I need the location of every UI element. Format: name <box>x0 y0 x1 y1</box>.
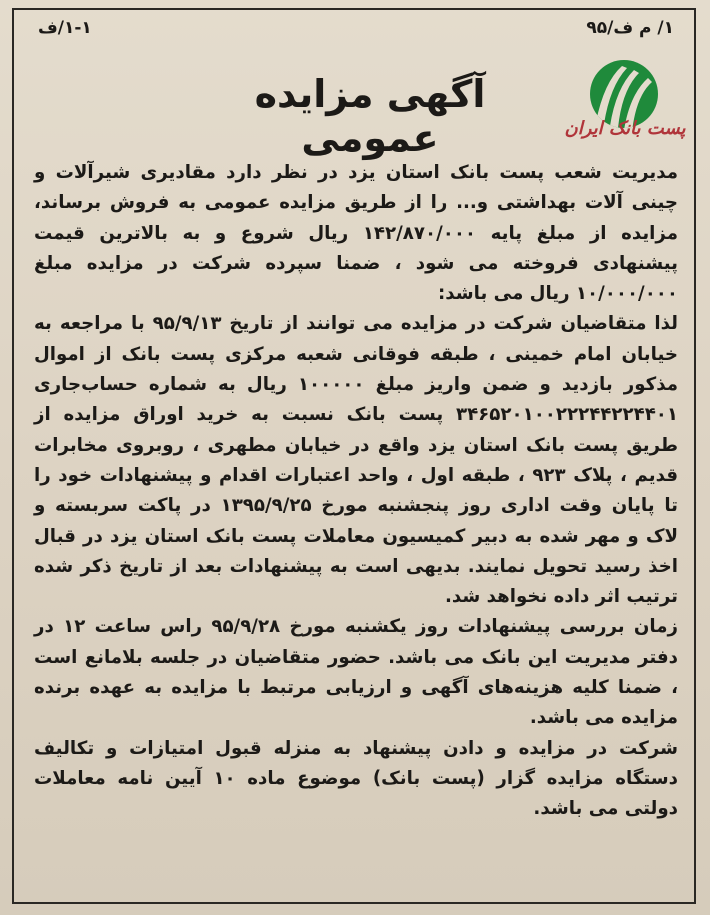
paragraph-intro: مدیریت شعب پست بانک استان یزد در نظر دارد مقادیری شیرآلات و چینی آلات بهداشتی و... را از طریق مزایده عمومی به فروش برساند، مزایده از مبلغ پایه ۱۴۲/۸۷۰/۰۰۰ ریال شروع و به بالاترین قیمت پیشنهادی فروخته می شود ، ضمنا سپرده شرکت در مزایده مبلغ ۱۰/۰۰۰/۰۰۰ ریال می باشد: <box>34 162 678 305</box>
logo-text: پست بانک ایران <box>564 118 686 139</box>
ad-body <box>34 158 678 825</box>
reference-code-left: ۱-۱/ف <box>38 18 92 38</box>
paragraph-instructions: لذا متقاضیان شرکت در مزایده می توانند از تاریخ ۹۵/۹/۱۳ با مراجعه به خیابان امام خمینی ، طبقه فوقانی شعبه مرکزی پست بانک از اموال مذکور بازدید و ضمن واریز مبلغ ۱۰۰۰۰۰ ریال به شماره حساب‌جاری ۳۴۶۵۲۰۱۰۰۲۲۲۴۴۲۲۴۴۰۱ پست بانک نسبت به خرید اوراق مزایده از طریق پست بانک استان یزد واقع در خیابان مطهری ، روبروی مخابرات قدیم ، پلاک ۹۲۳ ، طبقه اول ، واحد اعتبارات اقدام و پیشنهادات خود را تا پایان وقت اداری روز پنجشنبه مورخ ۱۳۹۵/۹/۲۵ در پاکت سربسته و لاک و مهر شده به دبیر کمیسیون معاملات پست بانک استان یزد در قبال اخذ رسید تحویل نمایند. بدیهی است به پیشنهادات بعد از تاریخ ذکر شده ترتیب اثر داده نخواهد شد. <box>34 313 678 608</box>
paragraph-review: زمان بررسی پیشنهادات روز یکشنبه مورخ ۹۵/۹/۲۸ راس ساعت ۱۲ در دفتر مدیریت این بانک می باشد. حضور متقاضیان در جلسه بلامانع است ، ضمنا کلیه هزینه‌های آگهی و ارزیابی مرتبط با مزایده به عهده برنده مزایده می باشد. <box>34 616 678 729</box>
paragraph-terms: شرکت در مزایده و دادن پیشنهاد به منزله قبول امتیازات و تکالیف دستگاه مزایده گزار (پست بانک) موضوع ماده ۱۰ آیین نامه معاملات دولتی می باشد. <box>34 737 678 820</box>
reference-code-right: ۱/ م ف/۹۵ <box>586 18 674 38</box>
ad-title: آگهی مزایده عمومی <box>254 72 486 160</box>
